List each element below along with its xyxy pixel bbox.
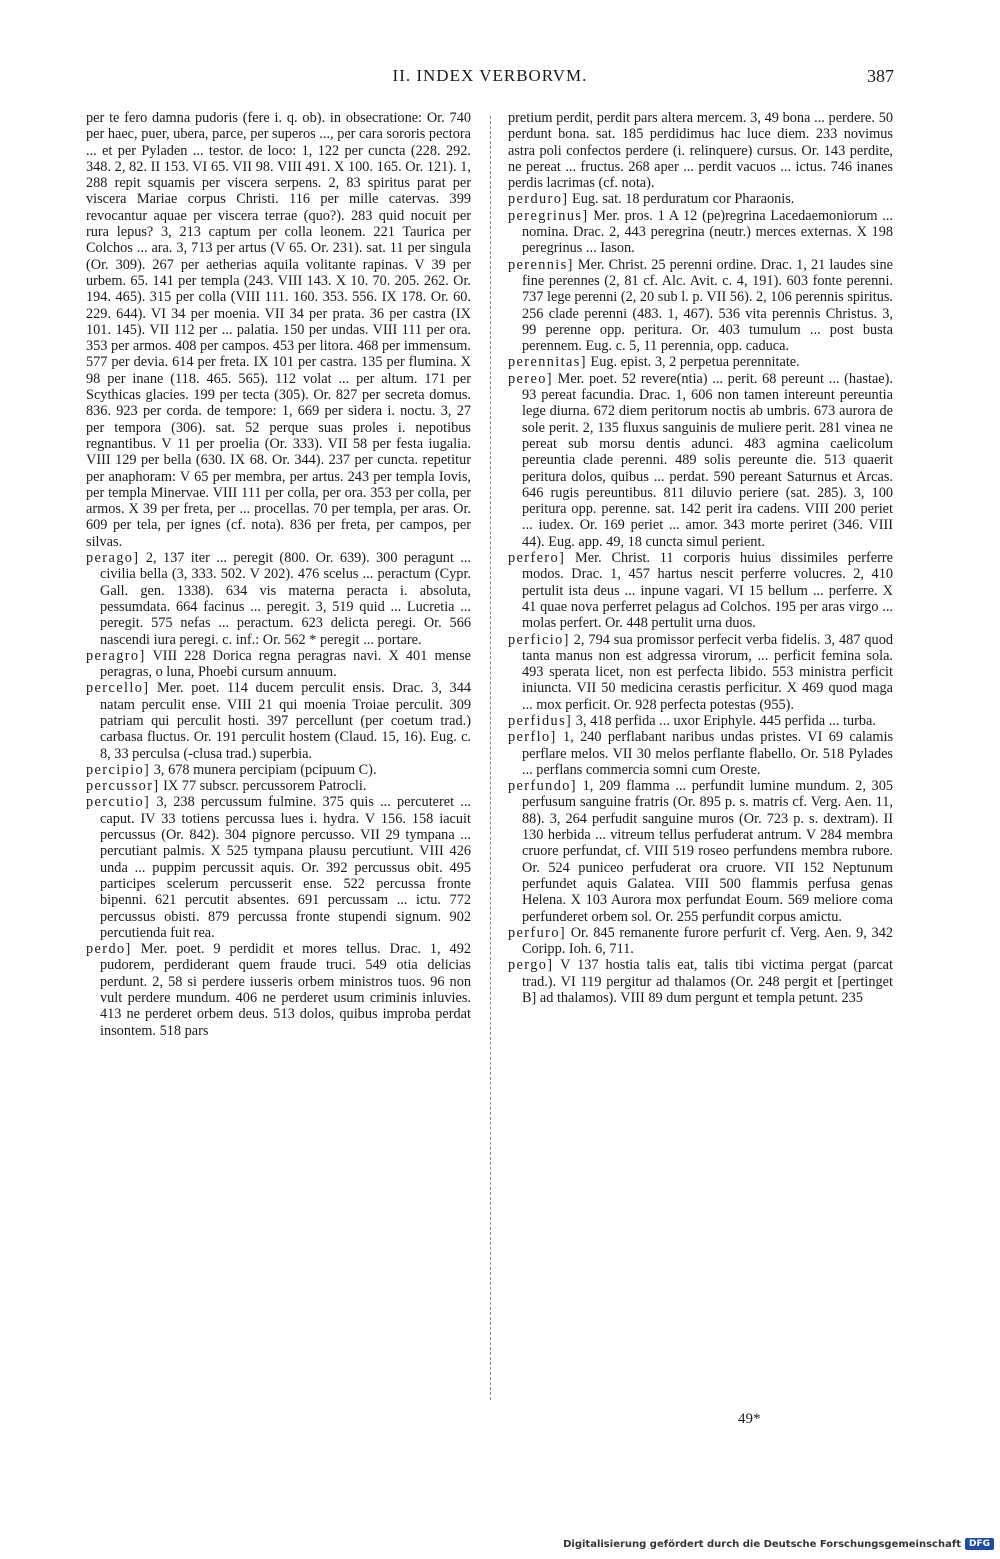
lemma: perdo] bbox=[86, 941, 132, 958]
lemma: perago] bbox=[86, 550, 140, 567]
right-column bbox=[508, 110, 893, 1006]
left-column bbox=[86, 110, 471, 1039]
entry-text: Mer. pros. 1 A 12 (pe)regrina Lacedaemoniorum ... nomina. Drac. 2, 443 peregrina (neutr.) merces externas. X 198 peregrinus ... Iason. bbox=[522, 207, 893, 257]
entry-percutio bbox=[86, 794, 471, 941]
entry-text: 2, 794 sua promissor perfecit verba fidelis. 3, 487 quod tanta manus non est adgressa virorum, ... perficit femina sola. 493 sperata licet, non est perfecta libido. 553 ministra perficit iniuncta. VII 50 medicina cerastis perficitur. X 469 quod maga ... mox perficit. Or. 928 perfecta potestas (955). bbox=[522, 631, 893, 713]
entry-peragro bbox=[86, 648, 471, 681]
entry-text: Eug. sat. 18 perduratum cor Pharaonis. bbox=[572, 191, 795, 208]
lemma: perfundo] bbox=[508, 778, 577, 795]
signature-mark: 49* bbox=[738, 1411, 761, 1427]
lemma: peragro] bbox=[86, 647, 146, 664]
column-divider bbox=[490, 116, 491, 1400]
entry-text: Mer. poet. 9 perdidit et mores tellus. Drac. 1, 492 pudorem, perdiderant quem fraude truci. 549 otia delicias perdunt. 2, 58 si perdere iusseris orbem ministros tuos. 96 non vult perdere mundum. 406 ne perderet usum criminis inluvies. 413 ne perderet orbem deus. 513 dolos, quibus improba perdat insontem. 518 pars bbox=[100, 941, 472, 1039]
lemma: pergo] bbox=[508, 957, 554, 974]
entry-text: V 137 hostia talis eat, talis tibi victima pergat (parcat trad.). VI 119 pergitur ad thalamos (Or. 248 pergit et [pertinget B] ad thalamos). VIII 89 dum pergunt et templa petunt. 235 bbox=[522, 957, 893, 1007]
entry-continuation: pretium perdit, perdit pars altera mercem. 3, 49 bona ... perdere. 50 perdunt bona. sat. 185 perdidimus hac luce diem. 233 novimus astra poli confectos perdere (i. relinquere) cursus. Or. 143 perdite, ne pereat ... fructus. 268 aper ... perdit vacuos ... ictus. 746 inanes perdis lacrimas (cf. nota). bbox=[508, 110, 893, 192]
entry-text: Mer. poet. 114 ducem perculit ensis. Drac. 3, 344 natam perculit ense. VIII 21 qui moenia Troiae perculit. 309 patriam qui perculit hosti. 397 percellunt (per coetum trad.) carbasa fluctus. Or. 191 perculit hostem (Claud. 15, 16). Eug. c. 8, 33 perculsa (-clusa trad.) superbia. bbox=[100, 680, 472, 762]
entry-text: 1, 209 flamma ... perfundit lumine mundum. 2, 305 perfusum sanguine fratris (Or. 895 p. s. matris cf. Verg. Aen. 11, 88). 3, 264 perfudit sanguine muros (Or. 723 p. s. dextram). II 130 herbida ... vitreum tellus perfuderat antrum. V 284 membra cruore perfundat, cf. VIII 519 roseo perfundens membra rubore. Or. 524 puniceo perfuderat ora cruore. VII 152 Neptunum perfundet aquis Galatea. VIII 500 flammis perfusa genas Helena. X 103 Aurora mox perfundat Eoum. 569 meliore coma perfunderet orbem sol. Or. 255 perfundit corpus amictu. bbox=[522, 778, 893, 925]
lemma: perennitas] bbox=[508, 354, 587, 371]
entry-text: Mer. poet. 52 revere(ntia) ... perit. 68 pereunt ... (hastae). 93 pereat facundia. Drac. 1, 606 non tamen intereunt pereuntia lege diurna. 672 diem peritorum noctis ab umbris. 673 aurora de sole perit. 2, 135 fluxus sanguinis de muliere perit. 281 vinea ne pereat sub morsu dentis adunci. 483 agmina caelicolum pereuntia clade perenni. 489 solis pereunte die. 513 quaerit peritura dolos, quibus ... perdat. 590 pereant Saturnus et Arcas. 646 rugis pereuntibus. 811 diluvio periere (sat. 285). 3, 100 peritura opp. perenne. sat. 142 perit ira cadens. VIII 200 periet ... iudex. Or. 169 periet ... amor. 343 morte periret (346. VIII 44). Eug. app. 49, 18 cuncta simul perient. bbox=[522, 370, 893, 550]
lemma: perfero] bbox=[508, 550, 566, 567]
entry-pergo bbox=[508, 957, 893, 1006]
entry-perago bbox=[86, 550, 471, 648]
entry-pereo bbox=[508, 371, 893, 550]
entry-perfundo bbox=[508, 778, 893, 925]
entry-text: Mer. Christ. 25 perenni ordine. Drac. 1, 21 laudes sine fine perennes (2, 81 cf. Alc. Avit. c. 4, 191). 603 fonte perenni. 737 lege perenni (2, 20 sub l. p. VII 56). 2, 106 perennis spiritus. 256 clade perenni (483. 1, 467). 536 vita perennis Christus. 3, 99 perenne opp. peritura. Or. 403 tumulum ... post busta perennem. Eug. c. 5, 11 perennia, opp. caduca. bbox=[522, 256, 893, 355]
entry-perduro bbox=[508, 191, 893, 207]
entry-percipio bbox=[86, 762, 471, 778]
dfg-logo-icon: DFG bbox=[965, 1538, 994, 1550]
lemma: percutio] bbox=[86, 794, 151, 811]
entry-continuation: per te fero damna pudoris (fere i. q. ob). in obsecratione: Or. 740 per haec, puer, ubera, parce, per superos ..., per cara sororis pectora ... et per Pyladen ... testor. de loco: 1, 122 per cuncta (228. 292. 348. 2, 82. II 153. VI 65. VII 98. VIII 491. X 100. 165. Or. 121). 1, 288 repit squamis per viscera serpens. 2, 83 spiritus parat per viscera Mariae corpus Christi. 116 per mille catervas. 399 revocantur aquae per viscera terrae (quo?). 283 quid nocuit per rura lepus? 3, 213 captum per colla leonem. 221 Taurica per Colchos ... ara. 3, 713 per artus (V 65. Or. 231). sat. 11 per singula (Or. 309). 267 per aetherias aquila volitante rapinas. V 39 per urbem. 65. 141 per templa (243. VIII 143. X 10. 70. 205. 262. Or. 194. 465). 315 per colla (VIII 111. 160. 353. 556. IX 178. Or. 60. 229. 644). VI 34 per moenia. VII 34 per prata. 36 per castra (IX 101. 145). VII 112 per ... palatia. 150 per undas. VIII 111 per ora. 353 per armos. 408 per campos. 453 per litora. 468 per immensum. 577 per devia. 614 per freta. IX 101 per castra. 135 per flumina. X 98 per inane (118. 465. 565). 112 volat ... per altum. 171 per Scythicas glacies. 199 per tecta (305). Or. 827 per secreta domus. 836. 923 per corda. de tempore: 1, 669 per sidera i. noctu. 3, 27 per tempora (306). sat. 52 perque suas proles i. nepotibus regnantibus. V 11 per proelia (Or. 333). VII 58 per festa iugalia. VIII 129 per bella (630. IX 68. Or. 344). 237 per cuncta. repetitur per anaphoram: V 65 per membra, per artus. 243 per templa Iovis, per templa Minervae. VIII 111 per colla, per ora. 353 per colla, per armos. X 39 per freta, per ... procellas. 70 per templa, per aras. Or. 609 per tela, per ignes (cf. nota). 836 per freta, per campos, per silvas. bbox=[86, 110, 471, 550]
running-head-title: II. INDEX VERBORVM. bbox=[392, 66, 588, 85]
lemma: perfidus] bbox=[508, 712, 573, 729]
lemma: perficio] bbox=[508, 631, 570, 648]
entry-percello bbox=[86, 680, 471, 761]
digitization-footer bbox=[563, 1538, 994, 1550]
lemma: percussor] bbox=[86, 778, 160, 795]
entry-peregrinus bbox=[508, 208, 893, 257]
entry-text: 2, 137 iter ... peregit (800. Or. 639). 300 peragunt ... civilia bella (3, 333. 502. V 202). 476 scelus ... peractum (Cypr. Gall. gen. 1338). 634 vis materna peracta i. absoluta, pessumdata. 664 facinus ... peregit. 3, 519 quid ... Lucretia ... peregit. 575 nefas ... peractum. 623 delicta peregi. Or. 566 nascendi iura peregi. c. inf.: Or. 562 * peregit ... portare. bbox=[100, 550, 471, 648]
entry-text: 1, 240 perflabant naribus undas pristes. VI 69 calamis perflare melos. VII 30 melos perflante flabello. Or. 518 Pylades ... perflans commercia somni cum Oreste. bbox=[522, 729, 894, 778]
lemma: perduro] bbox=[508, 191, 569, 208]
entry-text: VIII 228 Dorica regna peragras navi. X 401 mense peragras, o luna, Phoebi cursum annuum. bbox=[100, 647, 471, 681]
running-head bbox=[86, 66, 894, 94]
entry-perficio bbox=[508, 632, 893, 713]
entry-percussor bbox=[86, 778, 471, 794]
lemma: perfuro] bbox=[508, 924, 567, 941]
entry-perfidus bbox=[508, 713, 893, 729]
entry-text: 3, 418 perfida ... uxor Eriphyle. 445 perfida ... turba. bbox=[575, 712, 876, 729]
entry-perennitas bbox=[508, 354, 893, 370]
entry-perfero bbox=[508, 550, 893, 631]
entry-perdo bbox=[86, 941, 471, 1039]
page-number: 387 bbox=[867, 66, 894, 86]
lemma: pereo] bbox=[508, 370, 553, 387]
entry-text: 3, 678 munera percipiam (pcipuum C). bbox=[153, 761, 377, 778]
lemma: peregrinus] bbox=[508, 207, 589, 224]
entry-perflo bbox=[508, 729, 893, 778]
lemma: perennis] bbox=[508, 256, 574, 273]
entry-text: Eug. epist. 3, 2 perpetua perennitate. bbox=[590, 354, 800, 371]
lemma: percello] bbox=[86, 680, 150, 697]
footer-credit: Digitalisierung gefördert durch die Deutsche Forschungsgemeinschaft bbox=[563, 1538, 961, 1550]
lemma: percipio] bbox=[86, 761, 151, 778]
entry-perfuro bbox=[508, 925, 893, 958]
entry-perennis bbox=[508, 257, 893, 355]
entry-text: Mer. Christ. 11 corporis huius dissimiles perferre modos. Drac. 1, 457 hartus nescit perferre volucres. 2, 410 pertulit ista deus ... inpune vagari. VI 15 bellum ... perferre. X 41 quae nova perferret pelagus ad Colchos. 195 per aras virgo ... molas perfert. Or. 448 pertulit urna duos. bbox=[522, 550, 893, 632]
lemma: perflo] bbox=[508, 729, 557, 746]
entry-text: Or. 845 remanente furore perfurit cf. Verg. Aen. 9, 342 Coripp. Ioh. 6, 711. bbox=[522, 924, 893, 958]
entry-text: 3, 238 percussum fulmine. 375 quis ... percuteret ... caput. IV 33 totiens percussa lues i. hydra. V 156. 158 iacuit percussus (Or. 842). 304 pignore percusso. VII 29 tympana ... percutiant palmis. X 525 tympana plausu percutiunt. VIII 426 unda ... puppim percussit aquis. Or. 392 percussus obit. 495 participes scelerum percusserit ense. 522 percussa fronte bipenni. 621 percutit absentes. 691 percussam ... ictu. 772 percussus obisti. 879 percussa fronte stupendi signum. 902 percutienda fuit rea. bbox=[100, 794, 472, 941]
entry-text: IX 77 subscr. percussorem Patrocli. bbox=[163, 778, 367, 795]
